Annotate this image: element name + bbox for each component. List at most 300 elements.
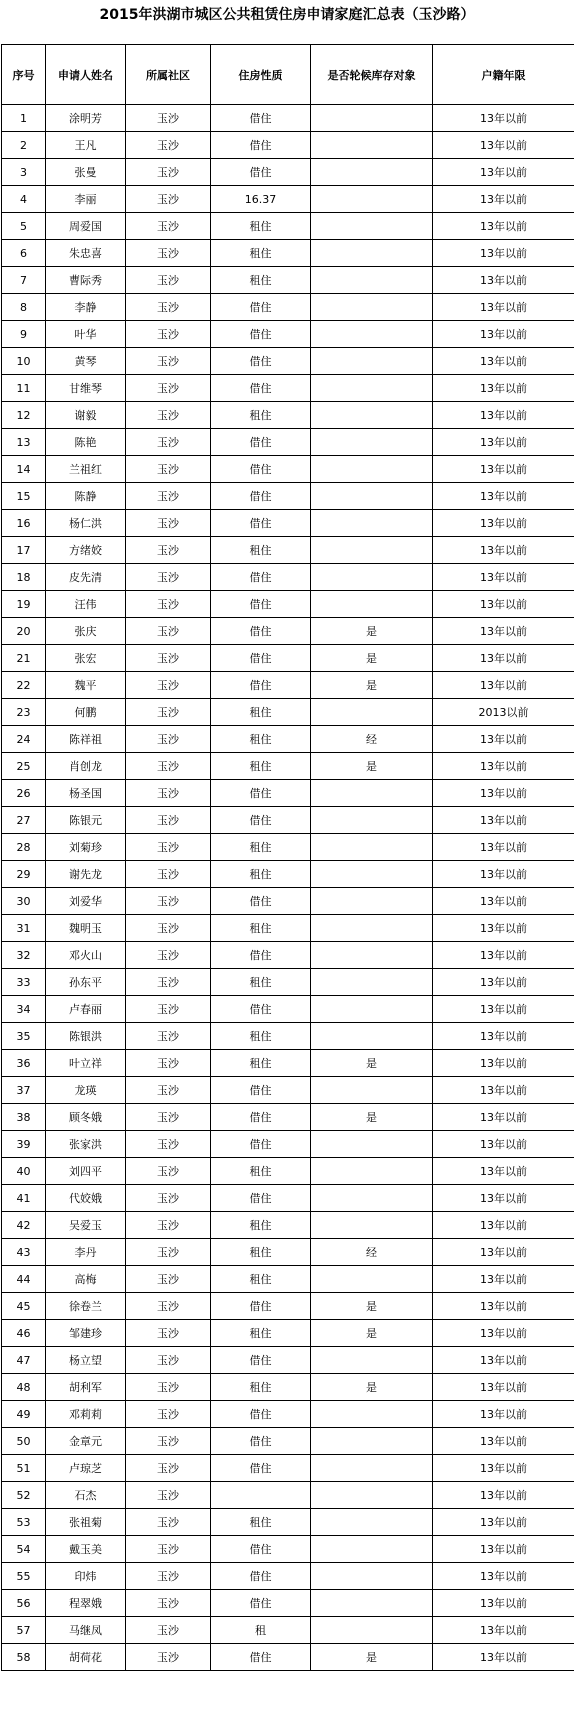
cell-waitlist	[311, 132, 433, 159]
cell-community: 玉沙	[126, 1050, 211, 1077]
cell-index: 11	[2, 375, 46, 402]
cell-community: 玉沙	[126, 618, 211, 645]
cell-waitlist	[311, 1023, 433, 1050]
cell-applicant-name: 胡荷花	[46, 1644, 126, 1671]
cell-housing-type: 16.37	[211, 186, 311, 213]
cell-waitlist: 是	[311, 1293, 433, 1320]
cell-applicant-name: 魏明玉	[46, 915, 126, 942]
cell-housing-type: 借住	[211, 1131, 311, 1158]
cell-residency-years: 13年以前	[433, 969, 574, 996]
cell-housing-type: 借住	[211, 321, 311, 348]
cell-residency-years: 13年以前	[433, 1077, 574, 1104]
cell-residency-years: 13年以前	[433, 1536, 574, 1563]
cell-waitlist	[311, 510, 433, 537]
cell-residency-years: 13年以前	[433, 1644, 574, 1671]
cell-waitlist	[311, 834, 433, 861]
cell-applicant-name: 陈祥祖	[46, 726, 126, 753]
cell-community: 玉沙	[126, 1482, 211, 1509]
table-row	[2, 402, 574, 429]
table-row	[2, 375, 574, 402]
table-row	[2, 240, 574, 267]
cell-index: 15	[2, 483, 46, 510]
table-row	[2, 321, 574, 348]
table-row	[2, 267, 574, 294]
cell-housing-type: 租住	[211, 213, 311, 240]
cell-housing-type: 借住	[211, 1455, 311, 1482]
cell-residency-years: 13年以前	[433, 1023, 574, 1050]
table-body	[2, 105, 574, 1671]
cell-index: 13	[2, 429, 46, 456]
table-row	[2, 1320, 574, 1347]
cell-waitlist	[311, 105, 433, 132]
table-row	[2, 726, 574, 753]
cell-residency-years: 13年以前	[433, 564, 574, 591]
cell-applicant-name: 陈银洪	[46, 1023, 126, 1050]
cell-housing-type: 借住	[211, 429, 311, 456]
cell-community: 玉沙	[126, 1563, 211, 1590]
table-row	[2, 1536, 574, 1563]
cell-housing-type: 租住	[211, 726, 311, 753]
cell-residency-years: 13年以前	[433, 429, 574, 456]
cell-housing-type: 借住	[211, 483, 311, 510]
cell-residency-years: 13年以前	[433, 348, 574, 375]
cell-community: 玉沙	[126, 942, 211, 969]
cell-community: 玉沙	[126, 537, 211, 564]
cell-community: 玉沙	[126, 375, 211, 402]
cell-residency-years: 13年以前	[433, 618, 574, 645]
cell-index: 51	[2, 1455, 46, 1482]
cell-housing-type: 借住	[211, 105, 311, 132]
cell-index: 34	[2, 996, 46, 1023]
cell-residency-years: 13年以前	[433, 402, 574, 429]
cell-index: 12	[2, 402, 46, 429]
cell-index: 32	[2, 942, 46, 969]
cell-applicant-name: 龙瑛	[46, 1077, 126, 1104]
cell-housing-type: 借住	[211, 132, 311, 159]
cell-residency-years: 13年以前	[433, 1347, 574, 1374]
table-row	[2, 483, 574, 510]
cell-applicant-name: 戴玉美	[46, 1536, 126, 1563]
cell-index: 28	[2, 834, 46, 861]
table-row	[2, 456, 574, 483]
cell-applicant-name: 代姣娥	[46, 1185, 126, 1212]
cell-residency-years: 13年以前	[433, 834, 574, 861]
cell-community: 玉沙	[126, 1158, 211, 1185]
cell-applicant-name: 徐卷兰	[46, 1293, 126, 1320]
cell-residency-years: 13年以前	[433, 861, 574, 888]
cell-waitlist	[311, 321, 433, 348]
cell-applicant-name: 杨圣国	[46, 780, 126, 807]
cell-waitlist	[311, 1131, 433, 1158]
table-row	[2, 969, 574, 996]
cell-housing-type: 租住	[211, 1023, 311, 1050]
cell-residency-years: 13年以前	[433, 321, 574, 348]
cell-applicant-name: 甘维琴	[46, 375, 126, 402]
cell-housing-type: 租住	[211, 240, 311, 267]
cell-applicant-name: 邓莉莉	[46, 1401, 126, 1428]
cell-waitlist: 是	[311, 1374, 433, 1401]
cell-housing-type: 租住	[211, 1374, 311, 1401]
cell-applicant-name: 何鹏	[46, 699, 126, 726]
table-row	[2, 537, 574, 564]
cell-housing-type: 借住	[211, 672, 311, 699]
cell-community: 玉沙	[126, 1374, 211, 1401]
cell-index: 10	[2, 348, 46, 375]
cell-applicant-name: 谢先龙	[46, 861, 126, 888]
cell-waitlist	[311, 1590, 433, 1617]
cell-residency-years: 13年以前	[433, 213, 574, 240]
cell-waitlist	[311, 1536, 433, 1563]
cell-waitlist	[311, 1077, 433, 1104]
table-row	[2, 780, 574, 807]
cell-index: 7	[2, 267, 46, 294]
cell-waitlist	[311, 699, 433, 726]
table-row	[2, 564, 574, 591]
cell-waitlist	[311, 1158, 433, 1185]
cell-community: 玉沙	[126, 861, 211, 888]
cell-applicant-name: 魏平	[46, 672, 126, 699]
cell-residency-years: 13年以前	[433, 537, 574, 564]
cell-index: 27	[2, 807, 46, 834]
cell-index: 23	[2, 699, 46, 726]
cell-waitlist	[311, 159, 433, 186]
cell-applicant-name: 朱忠喜	[46, 240, 126, 267]
cell-index: 42	[2, 1212, 46, 1239]
table-row	[2, 1050, 574, 1077]
cell-residency-years: 13年以前	[433, 1374, 574, 1401]
table-row	[2, 888, 574, 915]
cell-applicant-name: 吴爱玉	[46, 1212, 126, 1239]
cell-residency-years: 13年以前	[433, 915, 574, 942]
cell-community: 玉沙	[126, 1212, 211, 1239]
cell-community: 玉沙	[126, 1617, 211, 1644]
table-row	[2, 1428, 574, 1455]
table-row	[2, 834, 574, 861]
cell-community: 玉沙	[126, 888, 211, 915]
cell-residency-years: 13年以前	[433, 267, 574, 294]
cell-residency-years: 13年以前	[433, 1212, 574, 1239]
cell-waitlist: 是	[311, 1050, 433, 1077]
cell-residency-years: 13年以前	[433, 942, 574, 969]
cell-housing-type: 借住	[211, 1401, 311, 1428]
cell-housing-type: 借住	[211, 1590, 311, 1617]
cell-waitlist: 是	[311, 1320, 433, 1347]
cell-residency-years: 13年以前	[433, 1563, 574, 1590]
cell-housing-type: 租住	[211, 915, 311, 942]
cell-waitlist	[311, 186, 433, 213]
cell-applicant-name: 石杰	[46, 1482, 126, 1509]
cell-community: 玉沙	[126, 1104, 211, 1131]
cell-housing-type: 租住	[211, 969, 311, 996]
cell-index: 47	[2, 1347, 46, 1374]
cell-housing-type: 借住	[211, 618, 311, 645]
cell-index: 21	[2, 645, 46, 672]
table-row	[2, 672, 574, 699]
table-row	[2, 132, 574, 159]
cell-waitlist	[311, 375, 433, 402]
table-row	[2, 1266, 574, 1293]
table-row	[2, 1617, 574, 1644]
cell-community: 玉沙	[126, 807, 211, 834]
table-row	[2, 645, 574, 672]
cell-residency-years: 13年以前	[433, 1617, 574, 1644]
cell-applicant-name: 卢春丽	[46, 996, 126, 1023]
col-header-community: 所属社区	[126, 45, 211, 105]
cell-housing-type: 租住	[211, 402, 311, 429]
cell-community: 玉沙	[126, 1347, 211, 1374]
cell-index: 4	[2, 186, 46, 213]
cell-waitlist: 是	[311, 753, 433, 780]
table-row	[2, 942, 574, 969]
cell-applicant-name: 陈静	[46, 483, 126, 510]
cell-index: 14	[2, 456, 46, 483]
cell-applicant-name: 方绪姣	[46, 537, 126, 564]
cell-community: 玉沙	[126, 1293, 211, 1320]
cell-applicant-name: 周爱国	[46, 213, 126, 240]
cell-community: 玉沙	[126, 1185, 211, 1212]
cell-housing-type: 借住	[211, 510, 311, 537]
cell-housing-type: 借住	[211, 996, 311, 1023]
cell-housing-type: 租	[211, 1617, 311, 1644]
cell-index: 56	[2, 1590, 46, 1617]
cell-housing-type: 租住	[211, 861, 311, 888]
cell-community: 玉沙	[126, 294, 211, 321]
cell-community: 玉沙	[126, 1131, 211, 1158]
cell-waitlist	[311, 807, 433, 834]
cell-index: 46	[2, 1320, 46, 1347]
cell-index: 57	[2, 1617, 46, 1644]
cell-index: 50	[2, 1428, 46, 1455]
col-header-index: 序号	[2, 45, 46, 105]
cell-community: 玉沙	[126, 348, 211, 375]
table-row	[2, 1644, 574, 1671]
cell-community: 玉沙	[126, 834, 211, 861]
cell-index: 9	[2, 321, 46, 348]
cell-community: 玉沙	[126, 672, 211, 699]
cell-applicant-name: 卢琼芝	[46, 1455, 126, 1482]
cell-residency-years: 13年以前	[433, 456, 574, 483]
cell-residency-years: 13年以前	[433, 645, 574, 672]
cell-community: 玉沙	[126, 915, 211, 942]
cell-housing-type: 借住	[211, 807, 311, 834]
cell-community: 玉沙	[126, 1428, 211, 1455]
cell-index: 35	[2, 1023, 46, 1050]
cell-community: 玉沙	[126, 1644, 211, 1671]
table-row	[2, 213, 574, 240]
cell-community: 玉沙	[126, 1320, 211, 1347]
cell-waitlist	[311, 564, 433, 591]
cell-residency-years: 13年以前	[433, 1590, 574, 1617]
cell-community: 玉沙	[126, 564, 211, 591]
cell-residency-years: 13年以前	[433, 996, 574, 1023]
cell-waitlist	[311, 1401, 433, 1428]
cell-residency-years: 13年以前	[433, 1050, 574, 1077]
cell-housing-type: 借住	[211, 159, 311, 186]
cell-residency-years: 13年以前	[433, 294, 574, 321]
table-row	[2, 105, 574, 132]
cell-index: 20	[2, 618, 46, 645]
cell-applicant-name: 黄琴	[46, 348, 126, 375]
cell-housing-type	[211, 1482, 311, 1509]
table-row	[2, 618, 574, 645]
cell-housing-type: 借住	[211, 888, 311, 915]
cell-index: 45	[2, 1293, 46, 1320]
cell-housing-type: 租住	[211, 753, 311, 780]
cell-housing-type: 借住	[211, 1104, 311, 1131]
cell-index: 37	[2, 1077, 46, 1104]
cell-housing-type: 借住	[211, 780, 311, 807]
table-row	[2, 1509, 574, 1536]
cell-waitlist	[311, 1212, 433, 1239]
cell-index: 29	[2, 861, 46, 888]
cell-index: 8	[2, 294, 46, 321]
cell-community: 玉沙	[126, 699, 211, 726]
cell-applicant-name: 叶立祥	[46, 1050, 126, 1077]
cell-community: 玉沙	[126, 726, 211, 753]
cell-waitlist	[311, 861, 433, 888]
cell-index: 36	[2, 1050, 46, 1077]
cell-community: 玉沙	[126, 996, 211, 1023]
cell-residency-years: 13年以前	[433, 1482, 574, 1509]
cell-waitlist	[311, 267, 433, 294]
cell-residency-years: 13年以前	[433, 105, 574, 132]
cell-applicant-name: 邹建珍	[46, 1320, 126, 1347]
cell-waitlist	[311, 348, 433, 375]
cell-applicant-name: 程翠娥	[46, 1590, 126, 1617]
table-row	[2, 1023, 574, 1050]
table-row	[2, 1401, 574, 1428]
cell-waitlist	[311, 1185, 433, 1212]
cell-waitlist	[311, 1347, 433, 1374]
cell-index: 17	[2, 537, 46, 564]
cell-waitlist: 是	[311, 1644, 433, 1671]
cell-waitlist	[311, 537, 433, 564]
table-row	[2, 186, 574, 213]
table-row	[2, 1239, 574, 1266]
cell-community: 玉沙	[126, 1401, 211, 1428]
cell-residency-years: 13年以前	[433, 1239, 574, 1266]
cell-housing-type: 借住	[211, 1536, 311, 1563]
cell-residency-years: 13年以前	[433, 672, 574, 699]
cell-community: 玉沙	[126, 1509, 211, 1536]
cell-applicant-name: 胡利军	[46, 1374, 126, 1401]
cell-housing-type: 借住	[211, 1077, 311, 1104]
cell-waitlist: 是	[311, 1104, 433, 1131]
cell-residency-years: 13年以前	[433, 726, 574, 753]
cell-index: 3	[2, 159, 46, 186]
cell-community: 玉沙	[126, 591, 211, 618]
cell-housing-type: 租住	[211, 267, 311, 294]
cell-applicant-name: 谢毅	[46, 402, 126, 429]
cell-community: 玉沙	[126, 456, 211, 483]
cell-index: 52	[2, 1482, 46, 1509]
cell-housing-type: 借住	[211, 375, 311, 402]
cell-residency-years: 13年以前	[433, 1104, 574, 1131]
table-row	[2, 861, 574, 888]
cell-waitlist	[311, 1455, 433, 1482]
cell-community: 玉沙	[126, 1266, 211, 1293]
table-row	[2, 159, 574, 186]
col-header-name: 申请人姓名	[46, 45, 126, 105]
cell-residency-years: 13年以前	[433, 1266, 574, 1293]
cell-index: 30	[2, 888, 46, 915]
cell-applicant-name: 刘四平	[46, 1158, 126, 1185]
cell-community: 玉沙	[126, 240, 211, 267]
cell-waitlist	[311, 996, 433, 1023]
cell-housing-type: 租住	[211, 1266, 311, 1293]
cell-applicant-name: 张庆	[46, 618, 126, 645]
cell-index: 5	[2, 213, 46, 240]
table-row	[2, 807, 574, 834]
cell-waitlist	[311, 969, 433, 996]
cell-community: 玉沙	[126, 213, 211, 240]
table-row	[2, 1158, 574, 1185]
cell-waitlist: 经	[311, 1239, 433, 1266]
cell-residency-years: 13年以前	[433, 159, 574, 186]
cell-community: 玉沙	[126, 1023, 211, 1050]
cell-housing-type: 借住	[211, 942, 311, 969]
cell-residency-years: 13年以前	[433, 240, 574, 267]
cell-index: 16	[2, 510, 46, 537]
table-row	[2, 1131, 574, 1158]
cell-housing-type: 租住	[211, 1509, 311, 1536]
cell-residency-years: 13年以前	[433, 591, 574, 618]
cell-waitlist	[311, 780, 433, 807]
cell-community: 玉沙	[126, 186, 211, 213]
table-row	[2, 699, 574, 726]
cell-index: 18	[2, 564, 46, 591]
cell-residency-years: 13年以前	[433, 888, 574, 915]
cell-index: 43	[2, 1239, 46, 1266]
cell-community: 玉沙	[126, 267, 211, 294]
table-row	[2, 429, 574, 456]
table-row	[2, 753, 574, 780]
cell-applicant-name: 李丹	[46, 1239, 126, 1266]
cell-housing-type: 借住	[211, 1428, 311, 1455]
cell-applicant-name: 邓火山	[46, 942, 126, 969]
cell-residency-years: 13年以前	[433, 1509, 574, 1536]
cell-residency-years: 13年以前	[433, 1401, 574, 1428]
cell-applicant-name: 汪伟	[46, 591, 126, 618]
cell-index: 58	[2, 1644, 46, 1671]
table-row	[2, 1104, 574, 1131]
cell-index: 19	[2, 591, 46, 618]
cell-housing-type: 租住	[211, 1239, 311, 1266]
header-row	[2, 45, 574, 105]
page-title: 2015年洪湖市城区公共租赁住房申请家庭汇总表（玉沙路）	[99, 7, 475, 23]
cell-community: 玉沙	[126, 132, 211, 159]
cell-community: 玉沙	[126, 483, 211, 510]
cell-residency-years: 13年以前	[433, 1455, 574, 1482]
cell-housing-type: 租住	[211, 1212, 311, 1239]
cell-index: 44	[2, 1266, 46, 1293]
cell-applicant-name: 肖创龙	[46, 753, 126, 780]
table-row	[2, 1185, 574, 1212]
table-row	[2, 348, 574, 375]
cell-index: 38	[2, 1104, 46, 1131]
applicant-table	[1, 44, 574, 1671]
cell-residency-years: 13年以前	[433, 132, 574, 159]
cell-applicant-name: 刘爱华	[46, 888, 126, 915]
cell-index: 1	[2, 105, 46, 132]
cell-housing-type: 借住	[211, 645, 311, 672]
cell-waitlist	[311, 591, 433, 618]
cell-applicant-name: 王凡	[46, 132, 126, 159]
cell-community: 玉沙	[126, 780, 211, 807]
cell-residency-years: 13年以前	[433, 510, 574, 537]
col-header-waitlist: 是否轮候库存对象	[311, 45, 433, 105]
cell-applicant-name: 陈艳	[46, 429, 126, 456]
